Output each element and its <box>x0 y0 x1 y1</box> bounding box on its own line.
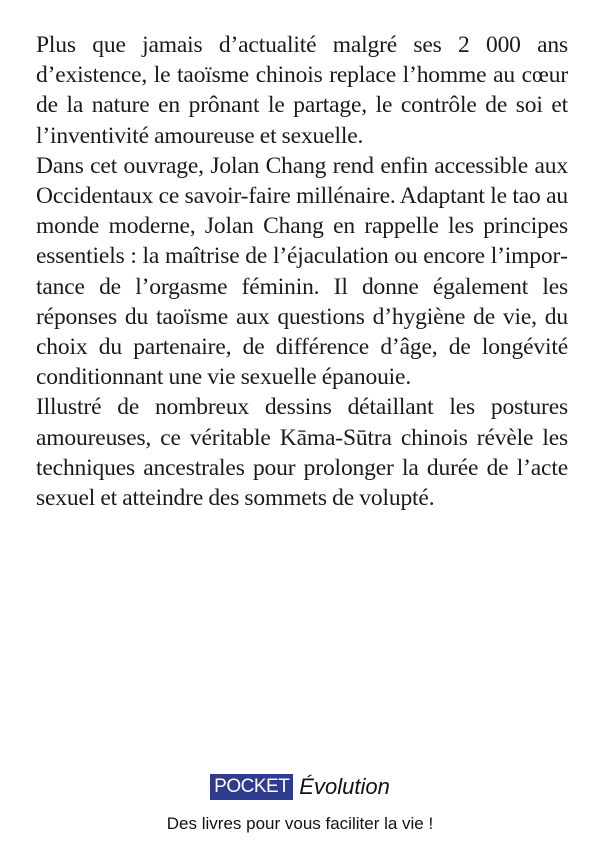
collection-name: Évolution <box>299 774 390 799</box>
paragraph-illustrations: Illustré de nombreux dessins détaillant les postures amoureuses, ce véritable Kāma-Sūtra chinois révèle les techniques ancestrales pour prolonger la durée de l’acte sexuel et atteindre des sommets de volupté. <box>36 394 568 512</box>
back-cover-description <box>36 30 568 513</box>
publisher-brand <box>210 774 390 800</box>
publisher-tagline: Des livres pour vous faciliter la vie ! <box>166 814 434 833</box>
paragraph-book-content: Dans cet ouvrage, Jolan Chang rend enfin accessible aux Occidentaux ce savoir-faire millénaire. Adaptant le tao au monde moderne, Jolan Chang en rappelle les principes essentiels : la maîtrise de l’éjaculation ou encore l’importance de l’orgasme féminin. Il donne également les réponses du taoïsme aux questions d’hygiène de vie, du choix du partenaire, de différence d’âge, de longévité conditionnant une vie sexuelle épanouie. <box>36 152 568 391</box>
paragraph-intro: Plus que jamais d’actualité malgré ses 2 000 ans d’existence, le taoïsme chinois replace l’homme au cœur de la nature en prônant le partage, le contrôle de soi et l’inventivité amoureuse et sexuelle. <box>36 32 568 149</box>
pocket-logo: POCKET <box>210 774 293 800</box>
publisher-footer <box>0 774 600 834</box>
